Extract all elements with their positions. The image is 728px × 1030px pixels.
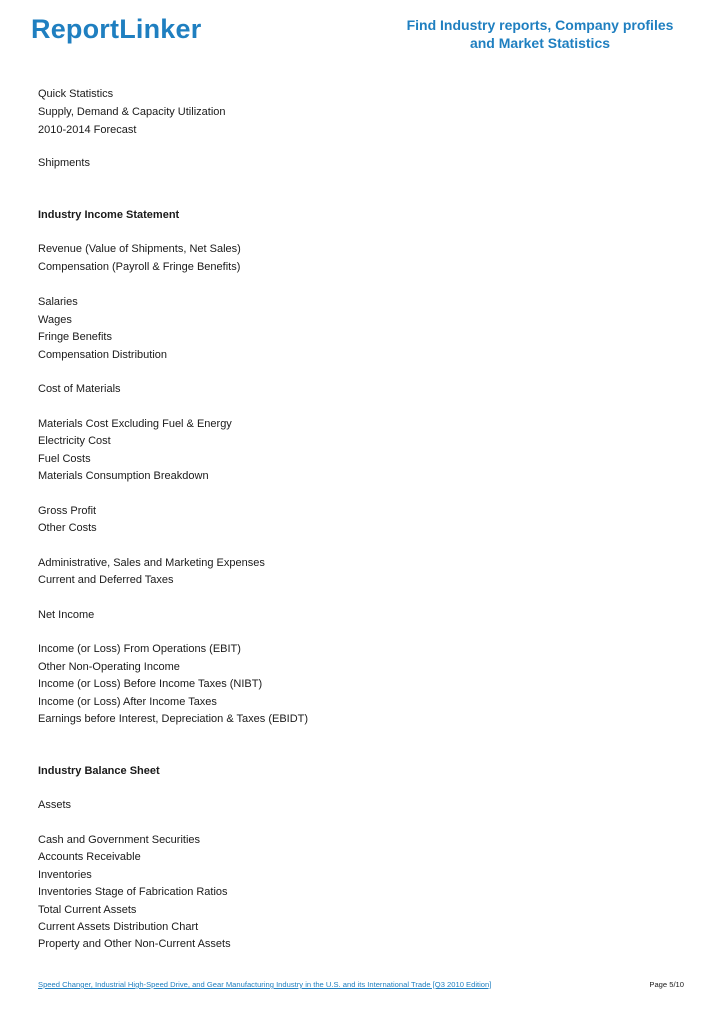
list-item: Gross Profit [38,505,97,517]
list-item: Property and Other Non-Current Assets [38,938,231,950]
list-item: Current and Deferred Taxes [38,574,174,586]
list-item: Income (or Loss) Before Income Taxes (NIBT) [38,678,263,690]
page-number: Page 5/10 [649,980,684,989]
list-item: Assets [38,799,72,811]
list-item: Fuel Costs [38,453,91,465]
list-item: Other Non-Operating Income [38,661,180,673]
list-item: Cost of Materials [38,383,121,395]
list-item: Materials Consumption Breakdown [38,470,209,482]
list-item: Income (or Loss) From Operations (EBIT) [38,643,241,655]
list-item: Supply, Demand & Capacity Utilization [38,106,226,118]
list-item: Quick Statistics [38,88,114,100]
list-item: Net Income [38,609,95,621]
list-item: Salaries [38,296,78,308]
list-item: Shipments [38,157,90,169]
reportlinker-logo: ReportLinker [31,14,202,44]
tagline-line-1: Find Industry reports, Company profiles [406,17,674,33]
list-item: Total Current Assets [38,904,137,916]
tagline-line-2: and Market Statistics [469,35,611,51]
header-tagline [380,16,700,52]
section-heading: Industry Income Statement [38,209,180,221]
list-item: Fringe Benefits [38,331,112,343]
list-item: Revenue (Value of Shipments, Net Sales) [38,243,241,255]
list-item: Inventories [38,869,92,881]
list-item: 2010-2014 Forecast [38,124,137,136]
list-item: Current Assets Distribution Chart [38,921,199,933]
list-item: Other Costs [38,522,97,534]
list-item: Compensation (Payroll & Fringe Benefits) [38,261,241,273]
list-item: Cash and Government Securities [38,834,201,846]
report-title-link[interactable]: Speed Changer, Industrial High-Speed Drive, and Gear Manufacturing Industry in the U.S. and its International Trade [Q3 2010 Edition] [38,980,492,989]
list-item: Inventories Stage of Fabrication Ratios [38,886,228,898]
list-item: Income (or Loss) After Income Taxes [38,696,217,708]
list-item: Wages [38,314,72,326]
section-heading: Industry Balance Sheet [38,765,160,777]
list-item: Administrative, Sales and Marketing Expenses [38,557,265,569]
list-item: Compensation Distribution [38,349,168,361]
list-item: Materials Cost Excluding Fuel & Energy [38,418,232,430]
list-item: Accounts Receivable [38,851,141,863]
list-item: Electricity Cost [38,435,111,447]
list-item: Earnings before Interest, Depreciation & Taxes (EBIDT) [38,713,309,725]
page-footer [38,980,684,990]
